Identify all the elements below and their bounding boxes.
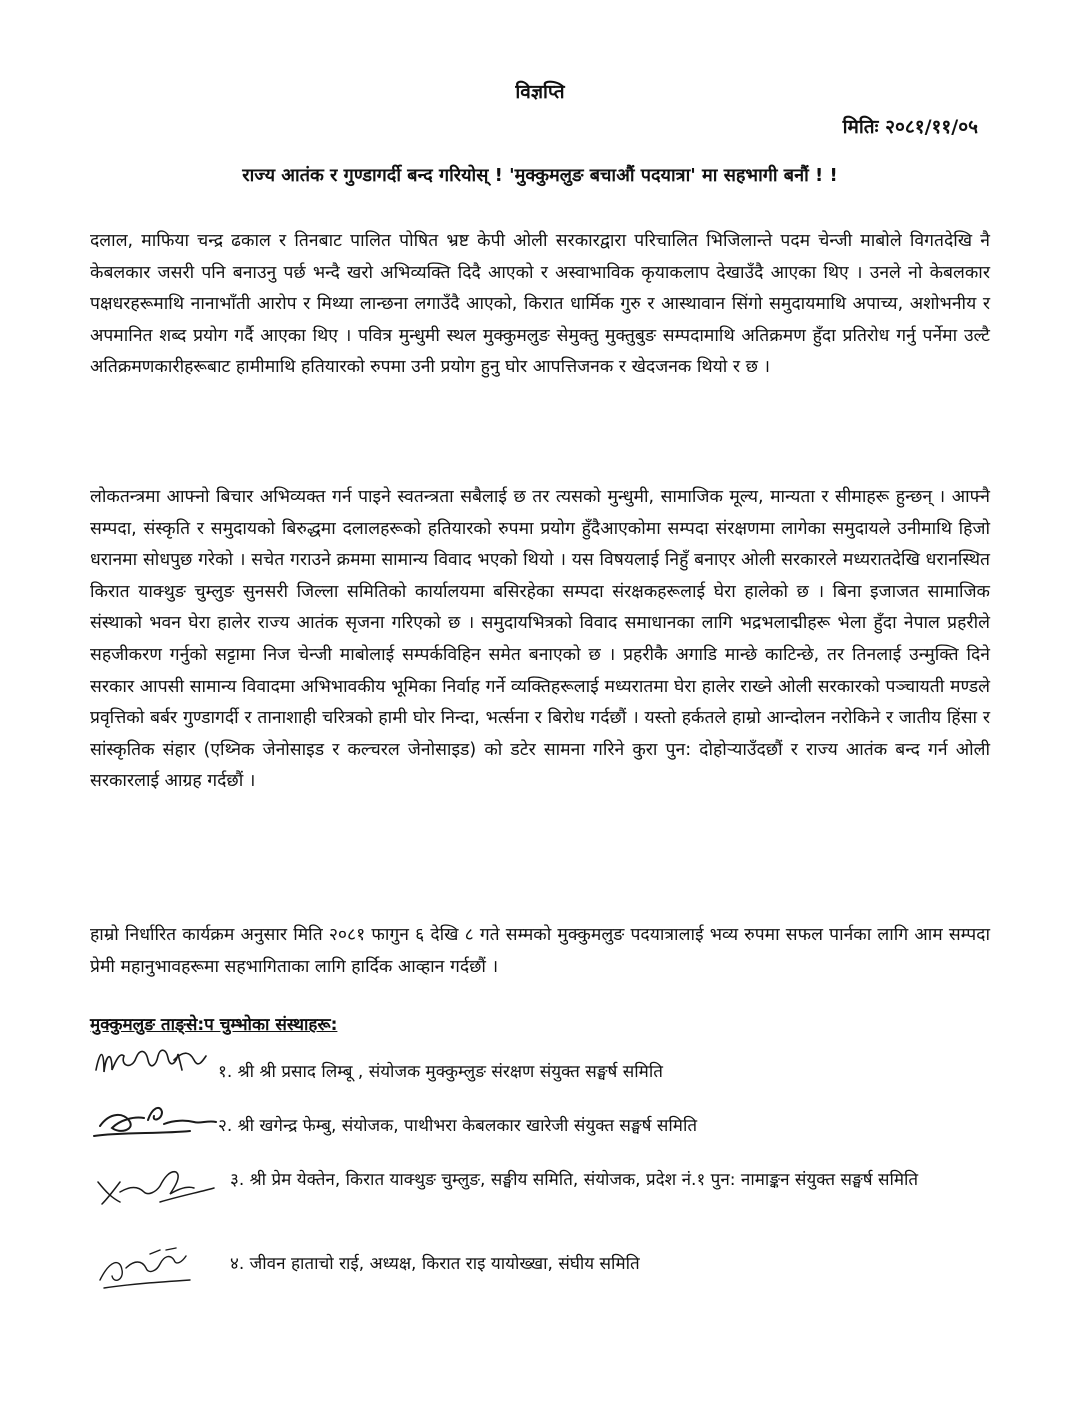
signatory-row-2: [90, 1098, 990, 1158]
signatory-2-text: २. श्री खगेन्द्र फेम्बु, संयोजक, पाथीभरा केबलकार खारेजी संयुक्त सङ्घर्ष समिति: [218, 1116, 698, 1136]
signatory-row-4: [90, 1240, 990, 1300]
signatory-3-text: ३. श्री प्रेम येक्तेन, किरात याक्थुङ चुम्लुङ, सङ्घीय समिति, संयोजक, प्रदेश नं.१ पुन: नामाङ्कन संयुक्त सङ्घर्ष समिति: [230, 1170, 919, 1190]
handwritten-signature-2: [90, 1098, 225, 1148]
organizations-heading: मुक्कुमलुङ ताङ्से:प चुम्भोका संस्थाहरू:: [90, 1015, 338, 1035]
body-paragraph-3: हाम्रो निर्धारित कार्यक्रम अनुसार मिति २०८१ फागुन ६ देखि ८ गते सम्मको मुक्कुमलुङ पदयात्रालाई भव्य रुपमा सफल पार्नका लागि आम सम्पदा प्रेमी महानुभावहरूमा सहभागिताका लागि हार्दिक आव्हान गर्दछौं ।: [90, 925, 990, 977]
handwritten-signature-4: [90, 1240, 200, 1295]
notice-date: मितिः २०८१/११/०५: [842, 116, 978, 138]
handwritten-signature-3: [90, 1152, 220, 1212]
signatory-4-text: ४. जीवन हाताचो राई, अध्यक्ष, किरात राइ यायोख्खा, संघीय समिति: [230, 1254, 640, 1274]
signatory-1-text: १. श्री श्री प्रसाद लिम्बू , संयोजक मुक्कुम्लुङ संरक्षण संयुक्त सङ्घर्ष समिति: [218, 1062, 663, 1082]
handwritten-signature-1: [90, 1040, 215, 1090]
notice-subject: राज्य आतंक र गुण्डागर्दी बन्द गरियोस् ! 'मुक्कुमलुङ बचाऔं पदयात्रा' मा सहभागी बनौं ! !: [242, 165, 838, 186]
signatory-row-3: [90, 1152, 990, 1232]
signatory-row-1: [90, 1040, 990, 1100]
notice-heading: विज्ञप्ति: [515, 81, 565, 103]
body-paragraph-1: दलाल, माफिया चन्द्र ढकाल र तिनबाट पालित पोषित भ्रष्ट केपी ओली सरकारद्वारा परिचालित भिजिलान्ते पदम चेन्जी माबोले विगतदेखि नै केबलकार जसरी पनि बनाउनु पर्छ भन्दै खरो अभिव्यक्ति दिदै आएको र अस्वाभाविक कृयाकलाप देखाउँदै आएका थिए । उनले नो केबलकार पक्षधरहरूमाथि नानाभाँती आरोप र मिथ्या लान्छना लगाउँदै आएको, किरात धार्मिक गुरु र आस्थावान सिंगो समुदायमाथि अपाच्य, अशोभनीय र अपमानित शब्द प्रयोग गर्दै आएका थिए । पवित्र मुन्धुमी स्थल मुक्कुमलुङ सेमुक्तु मुक्तुबुङ सम्पदामाथि अतिक्रमण हुँदा प्रतिरोध गर्नु पर्नेमा उल्टै अतिक्रमणकारीहरूबाट हामीमाथि हतियारको रुपमा उनी प्रयोग हुनु घोर आपत्तिजनक र खेदजनक थियो र छ ।: [90, 231, 990, 378]
body-paragraph-2: लोकतन्त्रमा आफ्नो बिचार अभिव्यक्त गर्न पाइने स्वतन्त्रता सबैलाई छ तर त्यसको मुन्धुमी, सामाजिक मूल्य, मान्यता र सीमाहरू हुन्छन् । आफ्नै सम्पदा, संस्कृति र समुदायको बिरुद्धमा दलालहरूको हतियारको रुपमा प्रयोग हुँदैआएकोमा सम्पदा संरक्षणमा लागेका समुदायले उनीमाथि हिजो धरानमा सोधपुछ गरेको । सचेत गराउने क्रममा सामान्य विवाद भएको थियो । यस विषयलाई निहुँ बनाएर ओली सरकारले मध्यरातदेखि धरानस्थित किरात याक्थुङ चुम्लुङ सुनसरी जिल्ला समितिको कार्यालयमा बसिरहेका सम्पदा संरक्षकहरूलाई घेरा हालेको छ । बिना इजाजत सामाजिक संस्थाको भवन घेरा हालेर राज्य आतंक सृजना गरिएको छ । समुदायभित्रको विवाद समाधानका लागि भद्रभलाद्मीहरू भेला हुँदा नेपाल प्रहरीले सहजीकरण गर्नुको सट्टामा निज चेन्जी माबोलाई सम्पर्कविहिन समेत बनाएको छ । प्रहरीकै अगाडि मान्छे काटिन्छे, तर तिनलाई उन्मुक्ति दिने सरकार आपसी सामान्य विवादमा अभिभावकीय भूमिका निर्वाह गर्ने व्यक्तिहरूलाई मध्यरातमा घेरा हालेर राख्ने ओली सरकारको पञ्चायती मण्डले प्रवृत्तिको बर्बर गुण्डागर्दी र तानाशाही चरित्रको हामी घोर निन्दा, भर्त्सना र बिरोध गर्दछौं । यस्तो हर्कतले हाम्रो आन्दोलन नरोकिने र जातीय हिंसा र सांस्कृतिक संहार (एथ्निक जेनोसाइड र कल्चरल जेनोसाइड) को डटेर सामना गरिने कुरा पुन: दोहोऱ्याउँदछौं र राज्य आतंक बन्द गर्न ओली सरकारलाई आग्रह गर्दछौं ।: [90, 487, 990, 792]
